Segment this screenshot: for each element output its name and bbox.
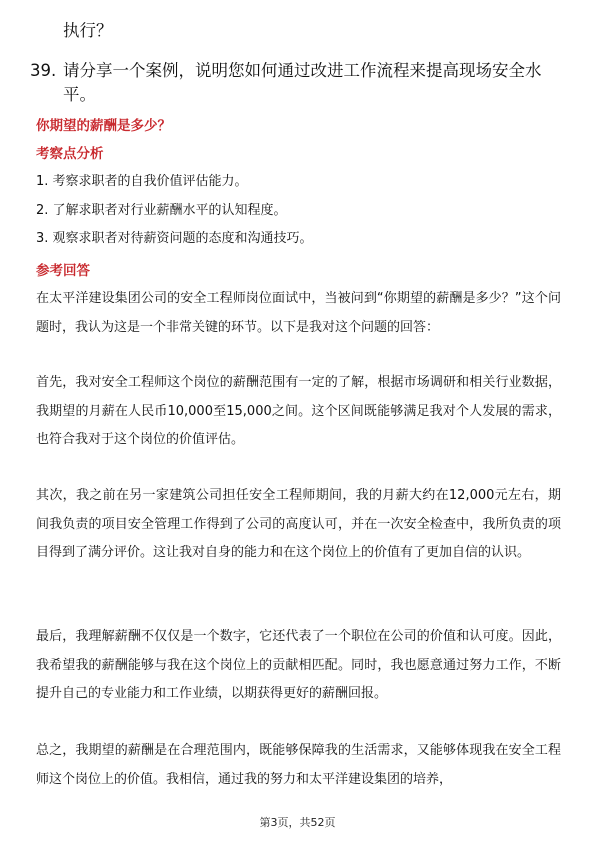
reference-paragraph-intro: 在太平洋建设集团公司的安全工程师岗位面试中，当被问到“你期望的薪酬是多少？”这个问题时，我认为这是一个非常关键的环节。以下是我对这个问题的回答：: [36, 291, 561, 335]
reference-paragraph-conclusion: 总之，我期望的薪酬是在合理范围内，既能够保障我的生活需求，又能够体现我在安全工程师这个岗位上的价值。我相信，通过我的努力和太平洋建设集团的培养，: [36, 743, 561, 787]
analysis-heading: 考察点分析: [36, 146, 104, 162]
reference-paragraph-second: 其次，我之前在另一家建筑公司担任安全工程师期间，我的月薪大约在12,000元左右，期间我负责的项目安全管理工作得到了公司的高度认可，并在一次安全检查中，我所负责的项目得到了满分评价。这让我对自身的能力和在这个岗位上的价值有了更加自信的认识。: [36, 488, 561, 560]
next-question-title: 你期望的薪酬是多少？: [36, 118, 171, 134]
page-footer: 第3页，共52页: [259, 816, 336, 829]
analysis-item: 3. 观察求职者对待薪资问题的态度和沟通技巧。: [36, 231, 313, 246]
reference-paragraph-first: 首先，我对安全工程师这个岗位的薪酬范围有一定的了解，根据市场调研和相关行业数据，我期望的月薪在人民币10,000至15,000之间。这个区间既能够满足我对个人发展的需求，也符合我对于这个岗位的价值评估。: [36, 375, 561, 447]
question-39: [30, 59, 570, 107]
question-text: 请分享一个案例，说明您如何通过改进工作流程来提高现场安全水平。: [63, 61, 542, 104]
question-number: 39.: [30, 61, 57, 80]
previous-question-tail: 执行？: [63, 21, 113, 40]
analysis-item: 1. 考察求职者的自我价值评估能力。: [36, 174, 248, 189]
reference-paragraph-third: 最后，我理解薪酬不仅仅是一个数字，它还代表了一个职位在公司的价值和认可度。因此，我希望我的薪酬能够与我在这个岗位上的贡献相匹配。同时，我也愿意通过努力工作，不断提升自己的专业能力和工作业绩，以期获得更好的薪酬回报。: [36, 629, 561, 701]
reference-heading: 参考回答: [36, 263, 90, 279]
analysis-item: 2. 了解求职者对行业薪酬水平的认知程度。: [36, 203, 287, 218]
